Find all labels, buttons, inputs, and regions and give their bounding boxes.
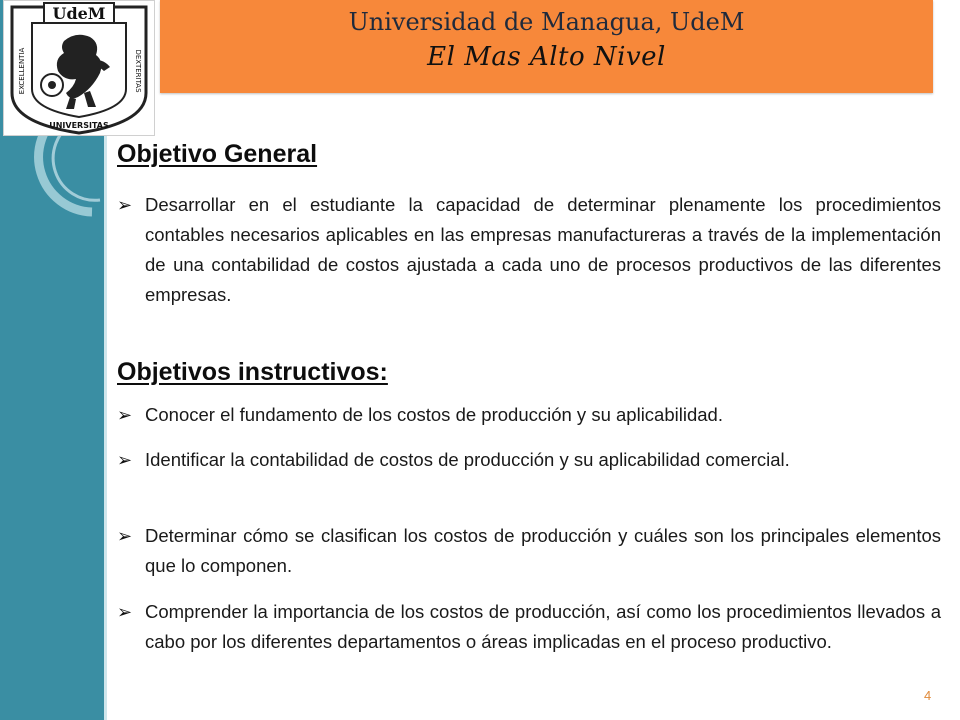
instructive-objectives-heading: Objetivos instructivos:: [117, 358, 388, 386]
university-logo: [3, 0, 155, 136]
general-objective-text: Desarrollar en el estudiante la capacidad de determinar plenamente los procedimientos contables necesarios aplicables en las empresas manufactureras a través de la implementación de una contabilidad de costos ajustada a cada uno de procesos productivos de las diferentes empresas.: [145, 194, 941, 305]
instructive-objective-text: Comprender la importancia de los costos de producción, así como los procedimientos llevados a cabo por los diferentes departamentos o áreas implicadas en el proceso productivo.: [145, 601, 941, 652]
arrow-bullet-icon: ➢: [117, 602, 133, 622]
instructive-objective-item: [117, 400, 941, 430]
instructive-objective-item: [117, 597, 941, 657]
header-title: Universidad de Managua, UdeM: [348, 8, 745, 36]
general-objective-item: [117, 190, 941, 310]
instructive-objective-item: [117, 445, 941, 475]
arrow-bullet-icon: ➢: [117, 195, 133, 215]
arrow-bullet-icon: ➢: [117, 450, 133, 470]
page-number: 4: [924, 688, 932, 703]
header-banner: [160, 0, 933, 93]
general-objective-heading: Objetivo General: [117, 140, 318, 168]
arrow-bullet-icon: ➢: [117, 405, 133, 425]
instructive-objective-text: Identificar la contabilidad de costos de producción y su aplicabilidad comercial.: [145, 449, 790, 470]
logo-bottom-text: UNIVERSITAS: [49, 121, 109, 130]
logo-left-text: EXCELLENTIA: [18, 47, 26, 95]
instructive-objective-text: Conocer el fundamento de los costos de producción y su aplicabilidad.: [145, 404, 723, 425]
crest-icon: [4, 1, 154, 135]
instructive-objective-text: Determinar cómo se clasifican los costos de producción y cuáles son los principales elementos que lo componen.: [145, 525, 941, 576]
header-subtitle: El Mas Alto Nivel: [427, 42, 666, 72]
logo-top-text: UdeM: [52, 4, 106, 23]
arrow-bullet-icon: ➢: [117, 526, 133, 546]
logo-right-text: DEXTERITAS: [134, 49, 142, 93]
instructive-objective-item: [117, 521, 941, 581]
